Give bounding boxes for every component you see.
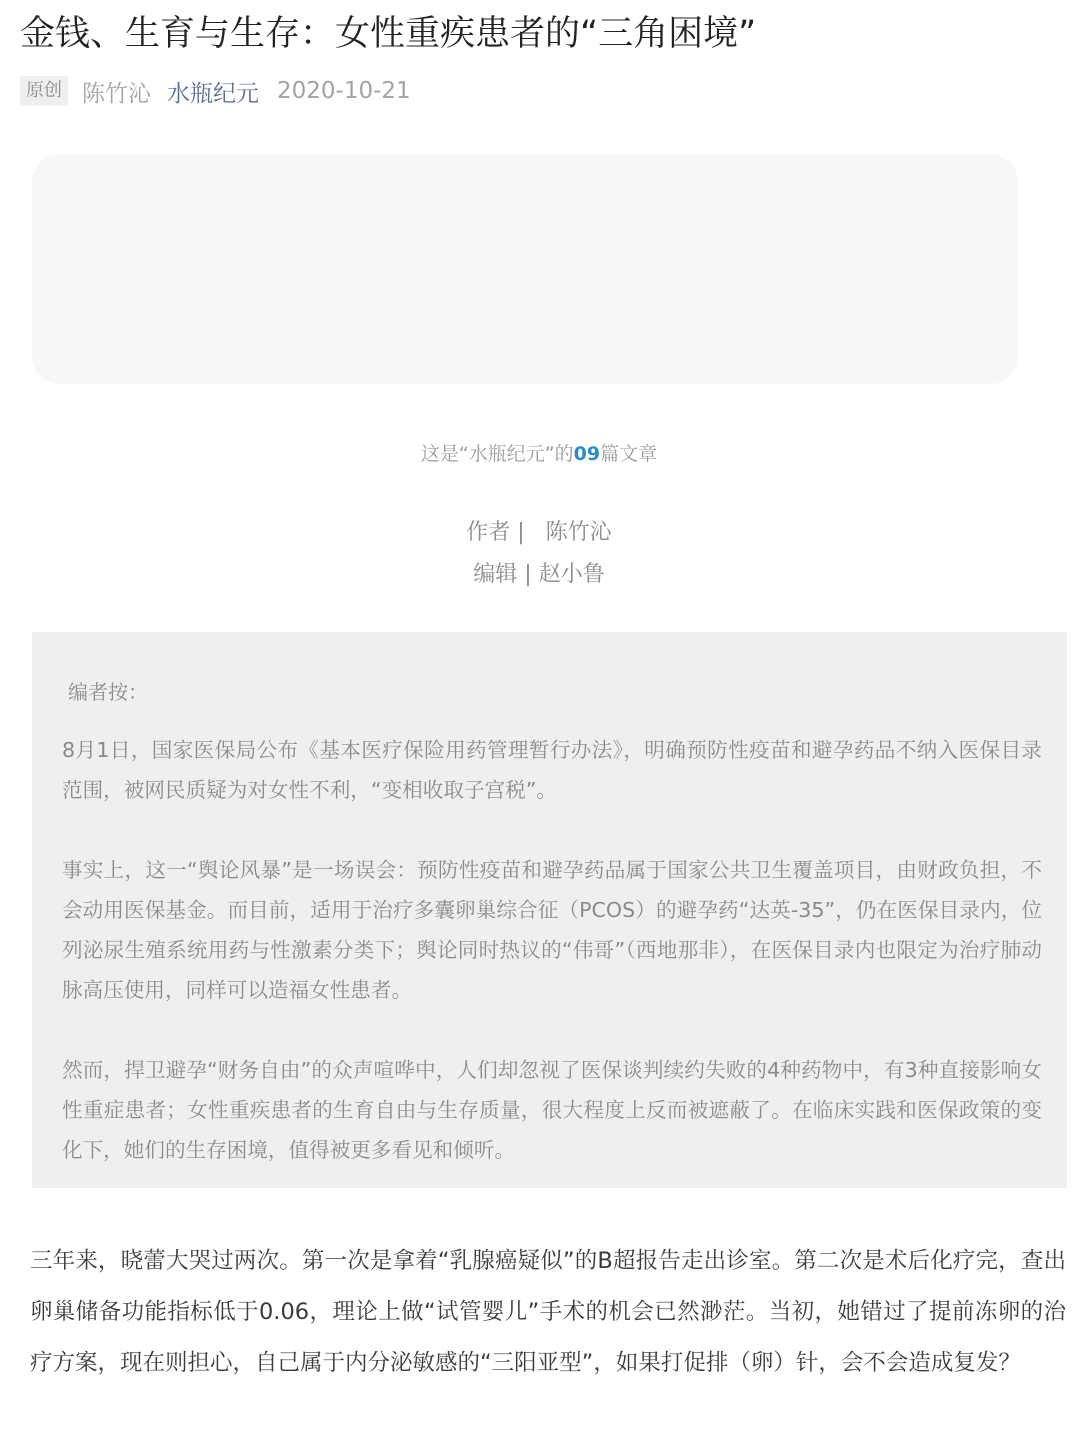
author-credit: 作者 | 陈竹沁 [466, 520, 612, 545]
editor-note-paragraph: 然而，捍卫避孕“财务自由”的众声喧哗中，人们却忽视了医保谈判续约失败的4种药物中，有3种直接影响女性重症患者；女性重疾患者的生育自由与生存质量，很大程度上反而被遮蔽了。在临床实践和医保政策的变化下，她们的生存困境，值得被更多看见和倾听。 [62, 1058, 1042, 1162]
editor-note-heading: 编者按： [68, 680, 148, 704]
article-title: 金钱、生育与生存：女性重疾患者的“三角困境” [20, 14, 757, 54]
author-name: 陈竹沁 [82, 80, 151, 107]
body-paragraph: 三年来，晓蕾大哭过两次。第一次是拿着“乳腺癌疑似”的B超报告走出诊室。第二次是术后化疗完，查出卵巢储备功能指标低于0.06，理论上做“试管婴儿”手术的机会已然渺茫。当初，她错过了提前冻卵的治疗方案，现在则担心，自己属于内分泌敏感的“三阳亚型”，如果打促排（卵）针，会不会造成复发？ [30, 1248, 1066, 1376]
series-line [0, 440, 1078, 468]
series-suffix: 篇文章 [600, 443, 658, 465]
series-prefix: 这是“水瓶纪元”的 [420, 443, 574, 465]
credits [0, 512, 1078, 596]
editor-note-box [32, 632, 1067, 1188]
editor-credit: 编辑 | 赵小鲁 [473, 562, 605, 587]
original-badge: 原创 [20, 76, 68, 106]
editor-note-paragraph: 8月1日，国家医保局公布《基本医疗保险用药管理暂行办法》，明确预防性疫苗和避孕药品不纳入医保目录范围，被网民质疑为对女性不利，“变相收取子宫税”。 [62, 738, 1042, 802]
editor-note-paragraph: 事实上，这一“舆论风暴”是一场误会：预防性疫苗和避孕药品属于国家公共卫生覆盖项目，由财政负担，不会动用医保基金。而目前，适用于治疗多囊卵巢综合征（PCOS）的避孕药“达英-35”，仍在医保目录内，位列泌尿生殖系统用药与性激素分类下；舆论同时热议的“伟哥”（西地那非），在医保目录内也限定为治疗肺动脉高压使用，同样可以造福女性患者。 [62, 858, 1042, 1002]
cover-image [32, 154, 1018, 384]
series-number: 09 [573, 443, 601, 465]
account-link[interactable]: 水瓶纪元 [167, 80, 259, 107]
article-meta [20, 74, 411, 108]
publish-date: 2020-10-21 [277, 78, 411, 104]
